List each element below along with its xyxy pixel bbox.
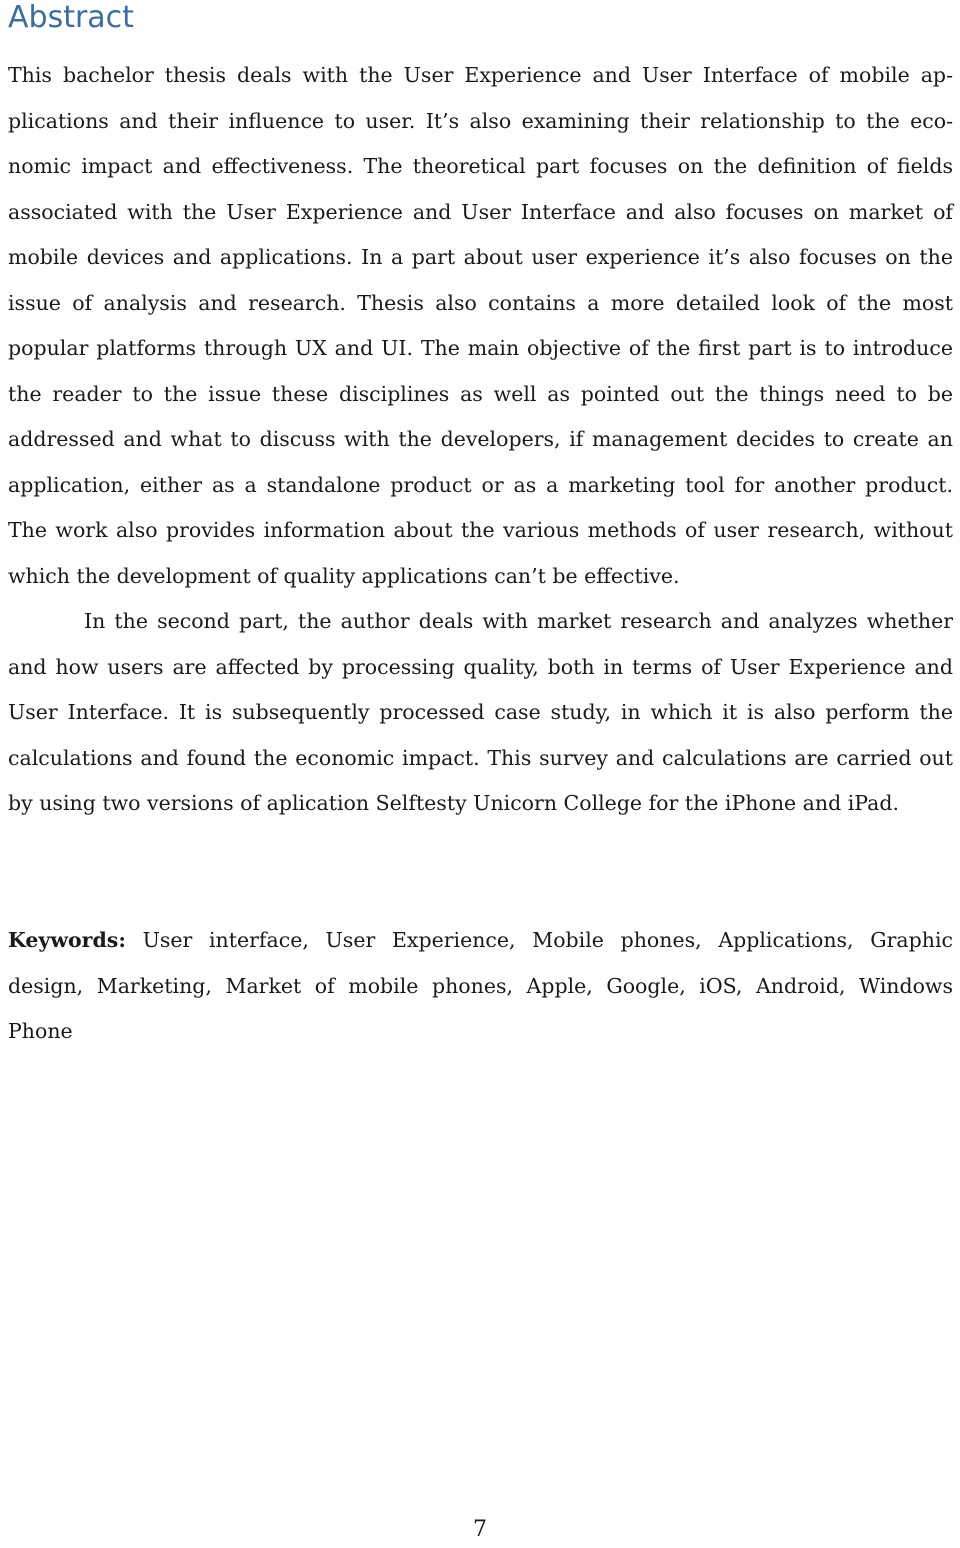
keywords-paragraph: [8, 918, 953, 1055]
abstract-paragraph-1: This bachelor thesis deals with the User Experience and User Interface of mobile applications and their influence to user. It’s also examining their relationship to the economic impact and effectiveness. The theoretical part focuses on the definition of fields associated with the User Experience and User Interface and also focuses on market of mobile devices and applications. In a part about user experience it’s also focuses on the issue of analysis and research. Thesis also contains a more detailed look of the most popular platforms through UX and UI. The main objective of the first part is to introduce the reader to the issue these disciplines as well as pointed out the things need to be addressed and what to discuss with the developers, if management decides to create an application, either as a standalone product or as a marketing tool for another product. The work also provides information about the various methods of user research, without which the development of quality applications can’t be effective.: [8, 63, 953, 588]
keywords-list: User interface, User Experience, Mobile phones, Applications, Graphic design, Marketing, Market of mobile phones, Apple, Google, iOS, Android, Windows Phone: [8, 928, 953, 1043]
abstract-heading: Abstract: [8, 0, 134, 35]
keywords-label: Keywords:: [8, 928, 126, 952]
page-number: 7: [473, 1517, 487, 1542]
abstract-paragraph-2: In the second part, the author deals with market research and analyzes whether and how users are affected by processing quality, both in terms of User Experience and User Interface. It is subsequently processed case study, in which it is also perform the calculations and found the economic impact. This survey and calculations are carried out by using two versions of aplication Selftesty Unicorn College for the iPhone and iPad.: [8, 609, 953, 815]
